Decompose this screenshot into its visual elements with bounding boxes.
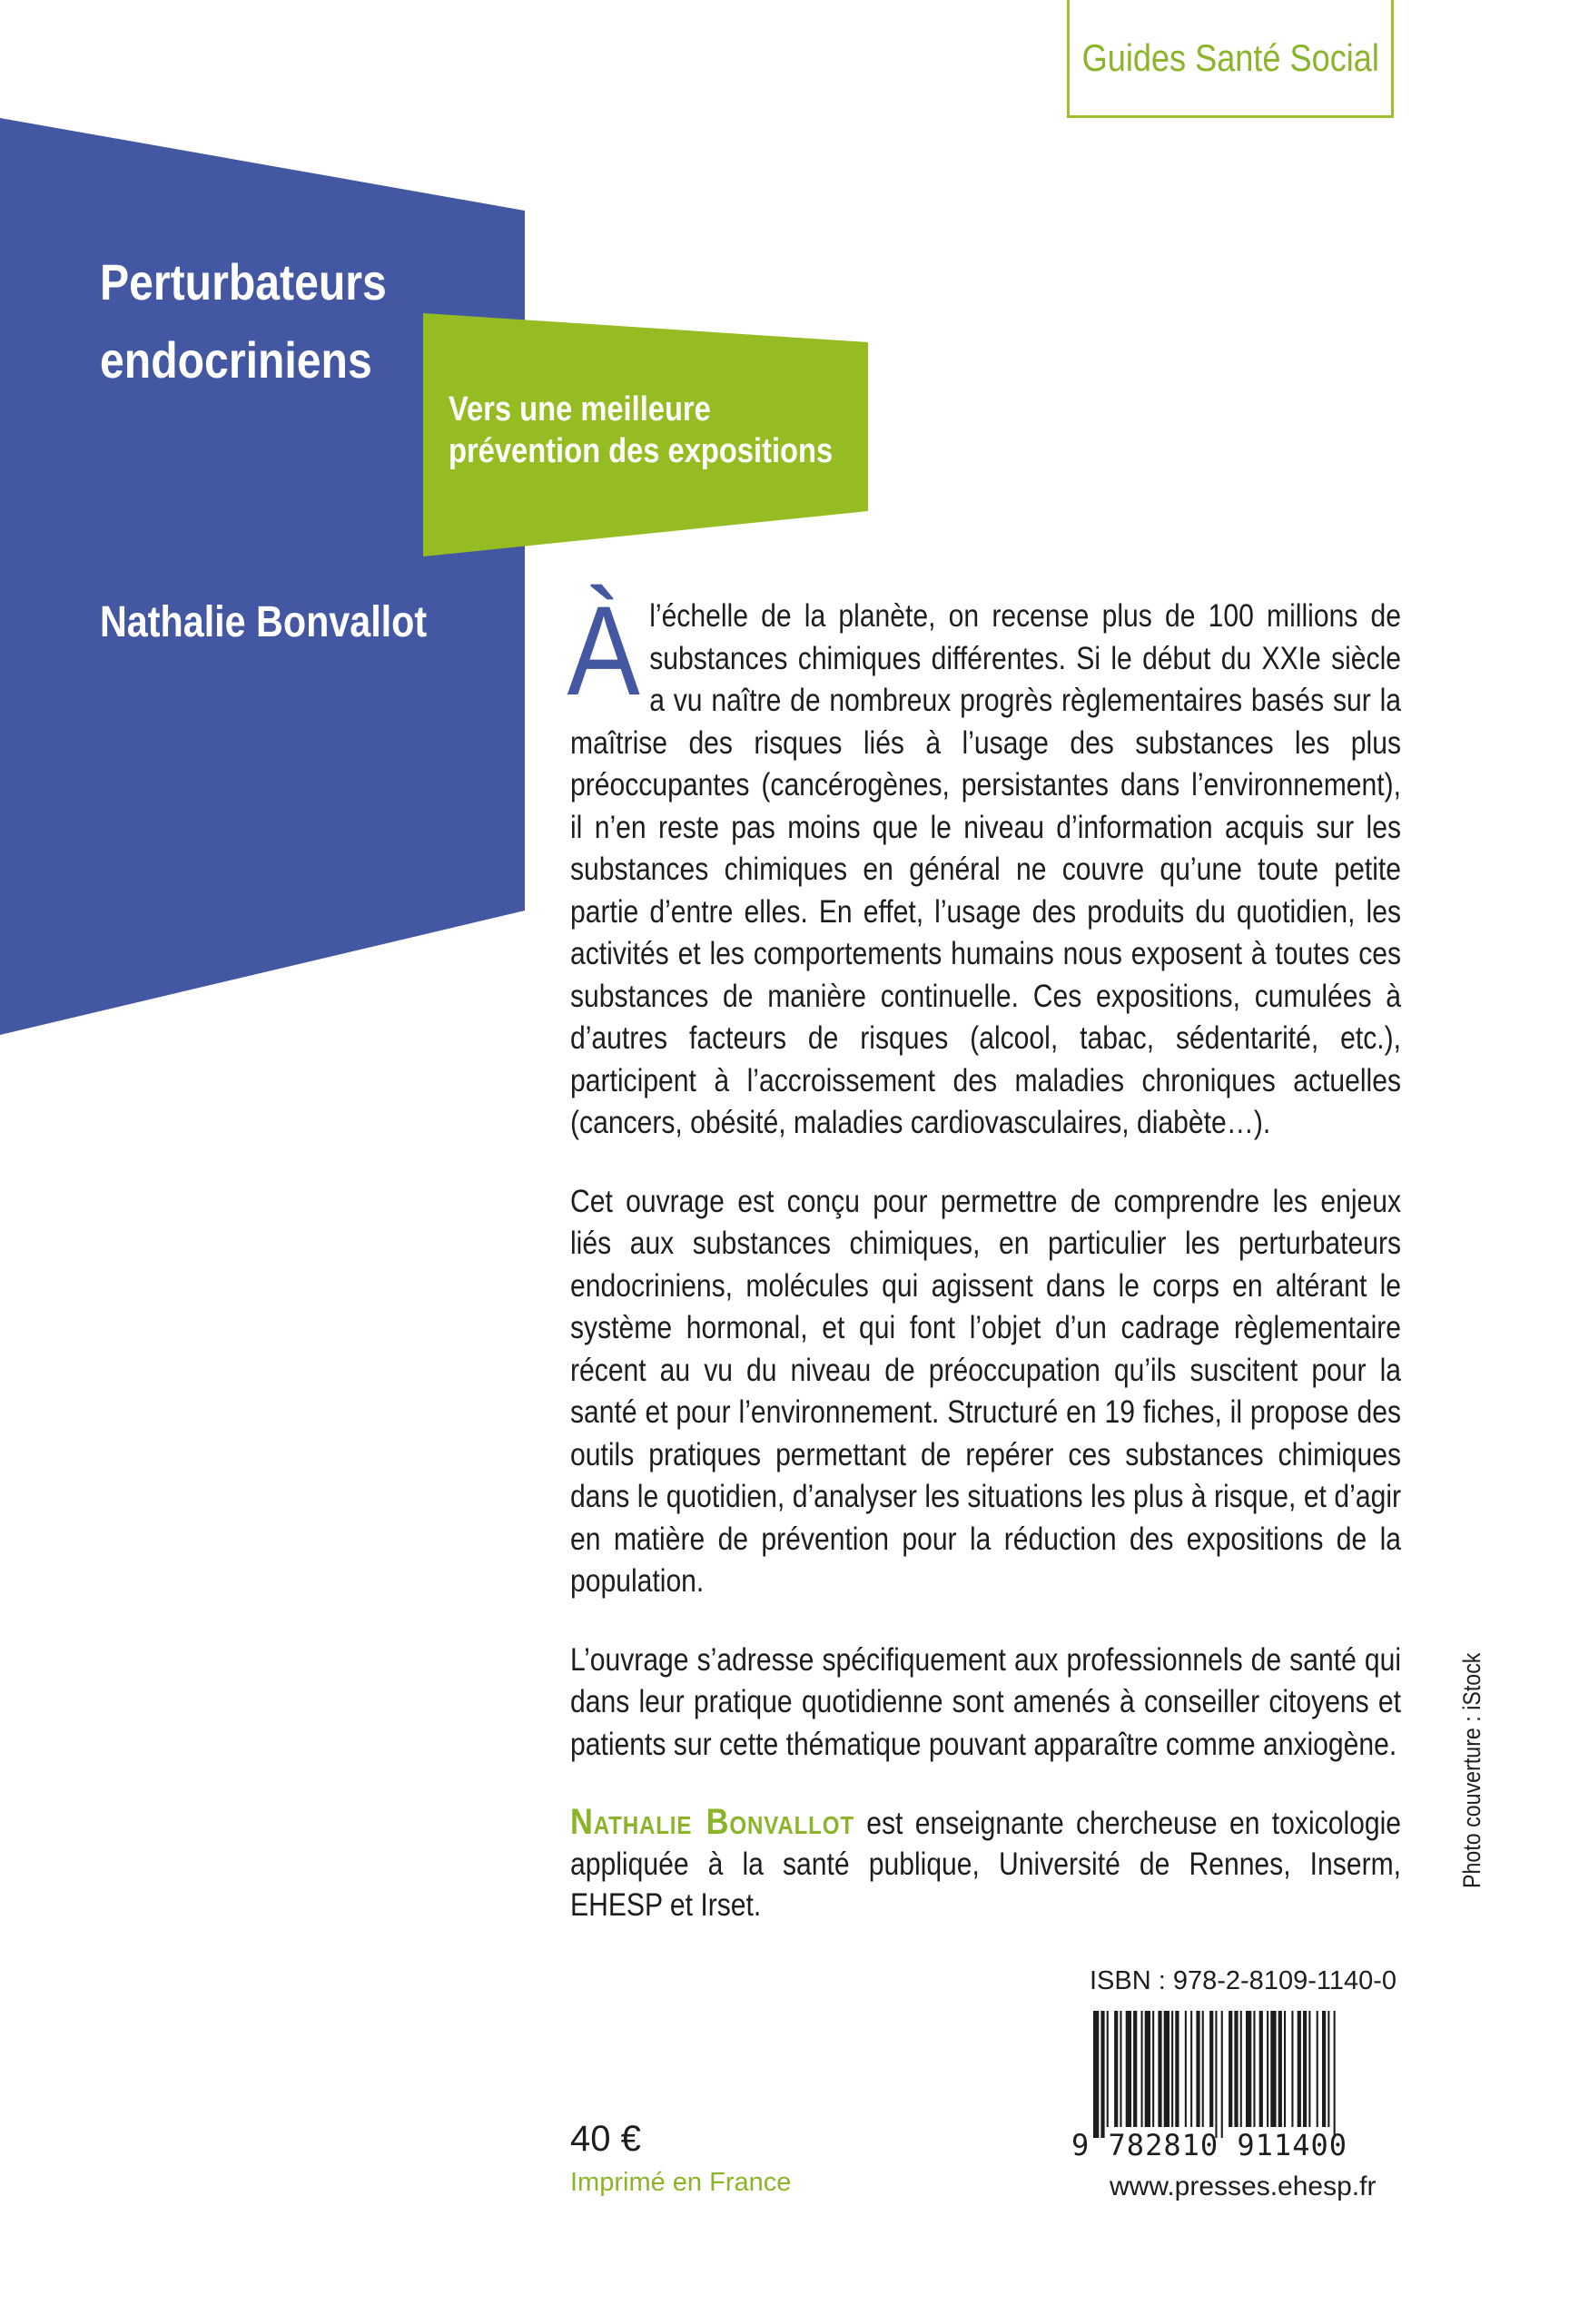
barcode-bar bbox=[1152, 2011, 1154, 2127]
barcode-bar bbox=[1114, 2011, 1118, 2127]
drop-cap: À bbox=[567, 579, 640, 722]
barcode-bar bbox=[1278, 2011, 1282, 2127]
barcode-bar bbox=[1229, 2011, 1232, 2127]
barcode-bar bbox=[1093, 2011, 1099, 2138]
paragraph-intro bbox=[567, 579, 1402, 1145]
barcode-bar bbox=[1120, 2011, 1121, 2127]
barcode-bar bbox=[1270, 2011, 1276, 2127]
series-box bbox=[1067, 0, 1394, 118]
barcode-bar bbox=[1100, 2011, 1104, 2138]
barcode-bar bbox=[1141, 2011, 1143, 2127]
barcode-bar bbox=[1145, 2011, 1150, 2127]
barcode-bar bbox=[1126, 2011, 1131, 2127]
book-subtitle bbox=[449, 389, 833, 472]
price: 40 € bbox=[570, 2119, 641, 2159]
barcode-bar bbox=[1308, 2011, 1310, 2127]
barcode-bar bbox=[1322, 2011, 1326, 2127]
barcode-bar bbox=[1284, 2011, 1286, 2127]
barcode-bar bbox=[1202, 2011, 1204, 2127]
barcode-bar bbox=[1246, 2011, 1251, 2127]
title-line: Perturbateurs bbox=[100, 253, 387, 310]
subtitle-line: prévention des expositions bbox=[449, 432, 834, 470]
barcode-digits: 9 782810 911400 bbox=[1071, 2128, 1347, 2162]
barcode-bar bbox=[1221, 2011, 1223, 2138]
bio-text: est enseignante chercheuse en toxicologie appliquée à la santé publique, Université de Rennes, Inserm, EHESP et Irset. bbox=[570, 1806, 1402, 1923]
author-bio bbox=[570, 1802, 1401, 1925]
barcode-bar bbox=[1327, 2011, 1329, 2127]
back-cover-text bbox=[567, 579, 1402, 1925]
series-label: Guides Santé Social bbox=[1081, 35, 1379, 79]
barcode-bar bbox=[1215, 2011, 1217, 2138]
title-line: endocriniens bbox=[100, 331, 372, 389]
barcode-bar bbox=[1196, 2011, 1199, 2127]
barcode-bar bbox=[1291, 2011, 1293, 2127]
barcode-bar bbox=[1185, 2011, 1187, 2127]
barcode-bar bbox=[1298, 2011, 1301, 2127]
barcode-bar bbox=[1267, 2011, 1268, 2127]
photo-credit: Photo couverture : iStock bbox=[1458, 1652, 1485, 1888]
barcode-bar bbox=[1259, 2011, 1263, 2127]
barcode-bar bbox=[1107, 2011, 1109, 2127]
barcode-bar bbox=[1234, 2011, 1238, 2127]
barcode-bar bbox=[1240, 2011, 1242, 2127]
barcode-bar bbox=[1317, 2011, 1318, 2127]
author-name: Nathalie Bonvallot bbox=[100, 598, 428, 646]
printed-in: Imprimé en France bbox=[570, 2168, 792, 2197]
barcode-bar bbox=[1171, 2011, 1173, 2127]
paragraph-purpose: Cet ouvrage est conçu pour permettre de comprendre les enjeux liés aux substances chimiques, en particulier les perturbateurs endocriniens, molécules qui agissent dans le corps en altérant le système hormonal, et qui font l’objet d’un cadrage règlementaire récent au vu du niveau de préoccupation qu’ils suscitent pour la santé et pour l’environnement. Structuré en 19 fiches, il propose des outils pratiques permettant de repérer ces substances chimiques dans le quotidien, d’analyser les situations les plus à risque, et d’agir en matière de prévention pour la réduction des expositions de la population. bbox=[570, 1183, 1402, 1599]
barcode-bar bbox=[1133, 2011, 1137, 2127]
isbn: ISBN : 978-2-8109-1140-0 bbox=[1090, 1966, 1397, 1995]
barcode-bar bbox=[1209, 2011, 1213, 2127]
barcode-bar bbox=[1164, 2011, 1169, 2127]
barcode-bar bbox=[1175, 2011, 1179, 2127]
subtitle-line: Vers une meilleure bbox=[449, 390, 711, 428]
barcode-bar bbox=[1190, 2011, 1192, 2127]
barcode-bar bbox=[1158, 2011, 1161, 2127]
paragraph-audience: L’ouvrage s’adresse spécifiquement aux professionnels de santé qui dans leur pratique quotidienne sont amenés à conseiller citoyens et patients sur cette thématique pouvant apparaître comme anxiogène. bbox=[570, 1641, 1402, 1762]
barcode-bar bbox=[1253, 2011, 1255, 2127]
barcode-bar bbox=[1334, 2011, 1336, 2138]
barcode-bar bbox=[1303, 2011, 1307, 2127]
bio-author-name: Nathalie Bonvallot bbox=[570, 1802, 854, 1842]
paragraph-intro-text: l’échelle de la planète, on recense plus de 100 millions de substances chimiques différentes. Si le début du XXIe siècle a vu naître de nombreux progrès règlementaires basés sur la maîtrise des risques liés à l’usage des substances les plus préoccupantes (cancérogènes, persistantes dans l’environnement), il n’en reste pas moins que le niveau d’information acquis sur les substances chimiques en général ne couvre qu’une toute petite partie d’entre elles. En effet, l’usage des produits du quotidien, les activités et les comportements humains nous exposent à toutes ces substances de manière continuelle. Ces expositions, cumulées à d’autres facteurs de risques (alcool, tabac, sédentarité, etc.), participent à l’accroissement des maladies chroniques actuelles (cancers, obésité, maladies cardiovasculaires, diabète…). bbox=[570, 598, 1402, 1140]
book-title bbox=[100, 243, 459, 399]
barcode-icon bbox=[1090, 2011, 1398, 2138]
publisher-website: www.presses.ehesp.fr bbox=[1110, 2171, 1377, 2201]
